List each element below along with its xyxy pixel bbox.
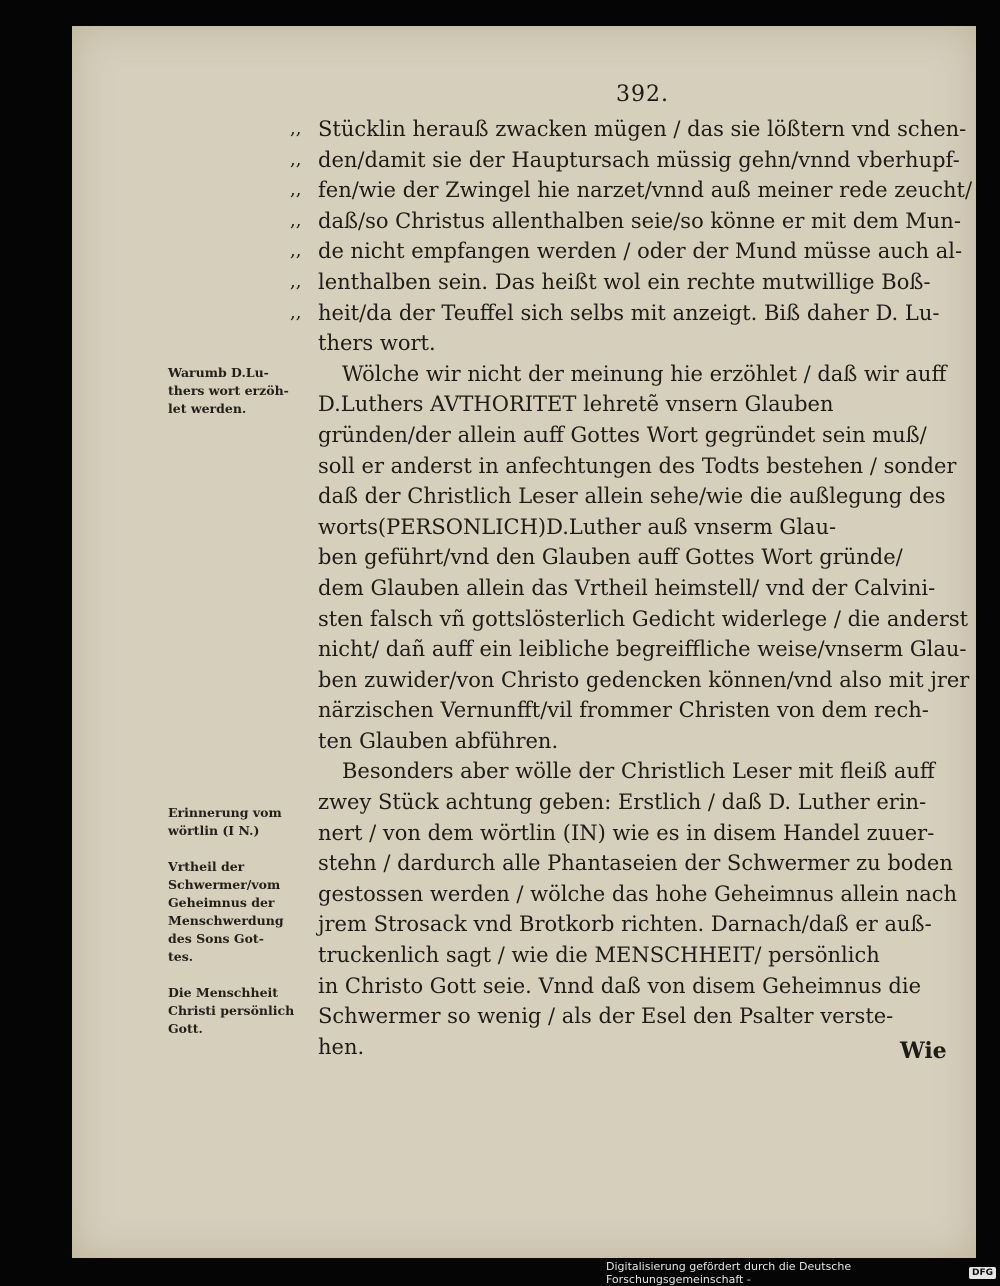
paragraph-2-line: truckenlich sagt / wie die MENSCHHEIT/ persönlich [318,943,880,968]
margin-note [168,858,318,966]
margin-note [168,984,318,1038]
margin-note-line: Menschwerdung [168,913,284,928]
quoted-line [290,145,960,176]
quote-end-line: thers wort. [318,331,436,356]
paragraph-2-line: gestossen werden / wölche das hohe Geheimnus allein nach [318,881,958,906]
margin-note-line: Vrtheil der [168,859,245,874]
quote-mark: ,, [290,179,302,201]
quoted-line-text: de nicht empfangen werden / oder der Mund müsse auch al- [318,239,963,264]
paragraph-1-line: ben zuwider/von Christo gedencken können/vnd also mit jrer [318,667,970,692]
quoted-line [290,267,958,298]
margin-note-line: Gott. [168,1021,203,1036]
margin-note-line: Die Menschheit [168,985,279,1000]
paragraph-1-line: D.Luthers AVTHORITET lehretẽ vnsern Glauben [318,392,834,417]
paragraph-1-line: nicht/ dañ auff ein leibliche begreiffliche weise/vnserm Glau- [318,637,967,662]
footer-text: Digitalisierung gefördert durch die Deutsche Forschungsgemeinschaft - [606,1260,852,1286]
paragraph-1-line: dem Glauben allein das Vrtheil heimstell/ vnd der Calvini- [318,575,936,600]
margin-note-line: Christi persönlich [168,1003,295,1018]
quoted-line-text: Stücklin herauß zwacken mügen / das sie lößtern vnd schen- [318,117,967,141]
paragraph-2-line: nert / von dem wörtlin (IN) wie es in disem Handel zuuer- [318,820,935,845]
paragraph-2-line: hen. [318,1034,365,1059]
paragraph-1-line: ten Glauben abführen. [318,728,559,753]
quoted-line [290,206,961,237]
paragraph-2-line: zwey Stück achtung geben: Erstlich / daß D. Luther erin- [318,790,927,815]
quote-mark: ,, [290,240,302,262]
quoted-line-text: fen/wie der Zwingel hie narzet/vnnd auß meiner rede zeucht/ [318,178,973,203]
catchword: Wie [900,1038,947,1064]
quote-mark: ,, [290,270,302,292]
margin-note-line: thers wort erzöh- [168,383,289,398]
paragraph-2-line: stehn / dardurch alle Phantaseien der Schwermer zu boden [318,851,953,876]
quoted-line [290,298,958,329]
paragraph-1-line: worts(PERSONLICH)D.Luther auß vnserm Glau- [318,514,837,539]
main-text-block [290,114,973,1062]
paragraph-2-line: Besonders aber wölle der Christlich Leser mit fleiß auff [342,759,935,784]
paragraph-1-line: daß der Christlich Leser allein sehe/wie die außlegung des [318,484,946,509]
dfg-logo: DFG [969,1267,996,1279]
margin-note-line: Schwermer/vom [168,877,281,892]
paragraph-1-line: gründen/der allein auff Gottes Wort gegründet sein muß/ [318,422,927,447]
margin-note [168,364,318,418]
paragraph-1-line: närzischen Vernunfft/vil frommer Christen von dem rech- [318,698,929,723]
quoted-line-text: lenthalben sein. Das heißt wol ein rechte mutwillige Boß- [318,269,931,294]
quoted-line-text: heit/da der Teuffel sich selbs mit anzeigt. Biß daher D. Lu- [318,300,940,325]
page-number: 392. [616,82,669,107]
margin-note-line: Warumb D.Lu- [168,365,269,380]
quote-mark: ,, [290,301,302,323]
quoted-line-text: den/damit sie der Hauptursach müssig gehn/vnnd vberhupf- [318,147,960,172]
paragraph-1-line: sten falsch vñ gottslösterlich Gedicht widerlege / die anderst [318,606,969,631]
margin-note-line: wörtlin (I N.) [168,823,260,838]
margin-note-line: Erinnerung vom [168,805,282,820]
margin-note-line: tes. [168,949,194,964]
paragraph-1-line: Wölche wir nicht der meinung hie erzöhlet / daß wir auff [342,361,947,386]
quoted-line [290,114,967,145]
margin-note-line: let werden. [168,401,247,416]
quoted-line-text: daß/so Christus allenthalben seie/so könne er mit dem Mun- [318,208,961,233]
margin-note-line: des Sons Got- [168,931,264,946]
margin-note-line: Geheimnus der [168,895,275,910]
quoted-line [290,236,963,267]
footer-bar [606,1260,996,1286]
paragraph-2-line: jrem Strosack vnd Brotkorb richten. Darnach/daß er auß- [318,912,932,937]
margin-note [168,804,318,840]
quote-mark: ,, [290,209,302,231]
paragraph-2-line: Schwermer so wenig / als der Esel den Psalter verste- [318,1004,894,1029]
quote-mark: ,, [290,148,302,170]
paragraph-1-line: soll er anderst in anfechtungen des Todts bestehen / sonder [318,453,957,478]
paragraph-2-line: in Christo Gott seie. Vnnd daß von disem Geheimnus die [318,973,922,998]
quoted-line [290,175,973,206]
paragraph-1-line: ben geführt/vnd den Glauben auff Gottes Wort gründe/ [318,545,903,570]
quote-mark: ,, [290,118,302,139]
